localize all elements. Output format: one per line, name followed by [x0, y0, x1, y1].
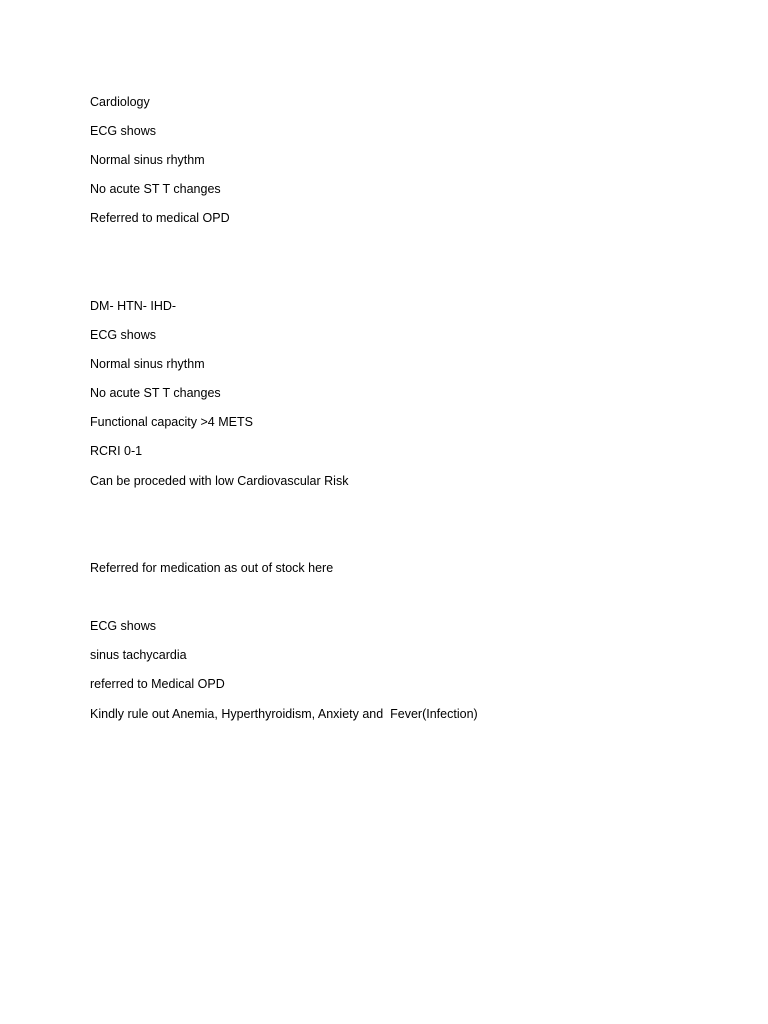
note-line: Functional capacity >4 METS	[90, 415, 253, 429]
note-line: Normal sinus rhythm	[90, 357, 205, 371]
note-line: Can be proceded with low Cardiovascular Risk	[90, 474, 349, 488]
note-line: Normal sinus rhythm	[90, 153, 205, 167]
note-line: Referred to medical OPD	[90, 211, 230, 225]
note-line: No acute ST T changes	[90, 386, 221, 400]
note-line-medication: Referred for medication as out of stock here	[90, 561, 334, 575]
note-line: ECG shows	[90, 328, 156, 342]
note-line: RCRI 0-1	[90, 444, 143, 458]
note-line: Kindly rule out Anemia, Hyperthyroidism, Anxiety and Fever(Infection)	[90, 707, 478, 721]
note-line: No acute ST T changes	[90, 182, 221, 196]
section-heading-comorbidities: DM- HTN- IHD-	[90, 299, 177, 313]
note-line: ECG shows	[90, 124, 156, 138]
note-line: sinus tachycardia	[90, 648, 187, 662]
note-line: ECG shows	[90, 619, 156, 633]
section-heading-cardiology: Cardiology	[90, 95, 150, 109]
note-line: referred to Medical OPD	[90, 677, 225, 691]
